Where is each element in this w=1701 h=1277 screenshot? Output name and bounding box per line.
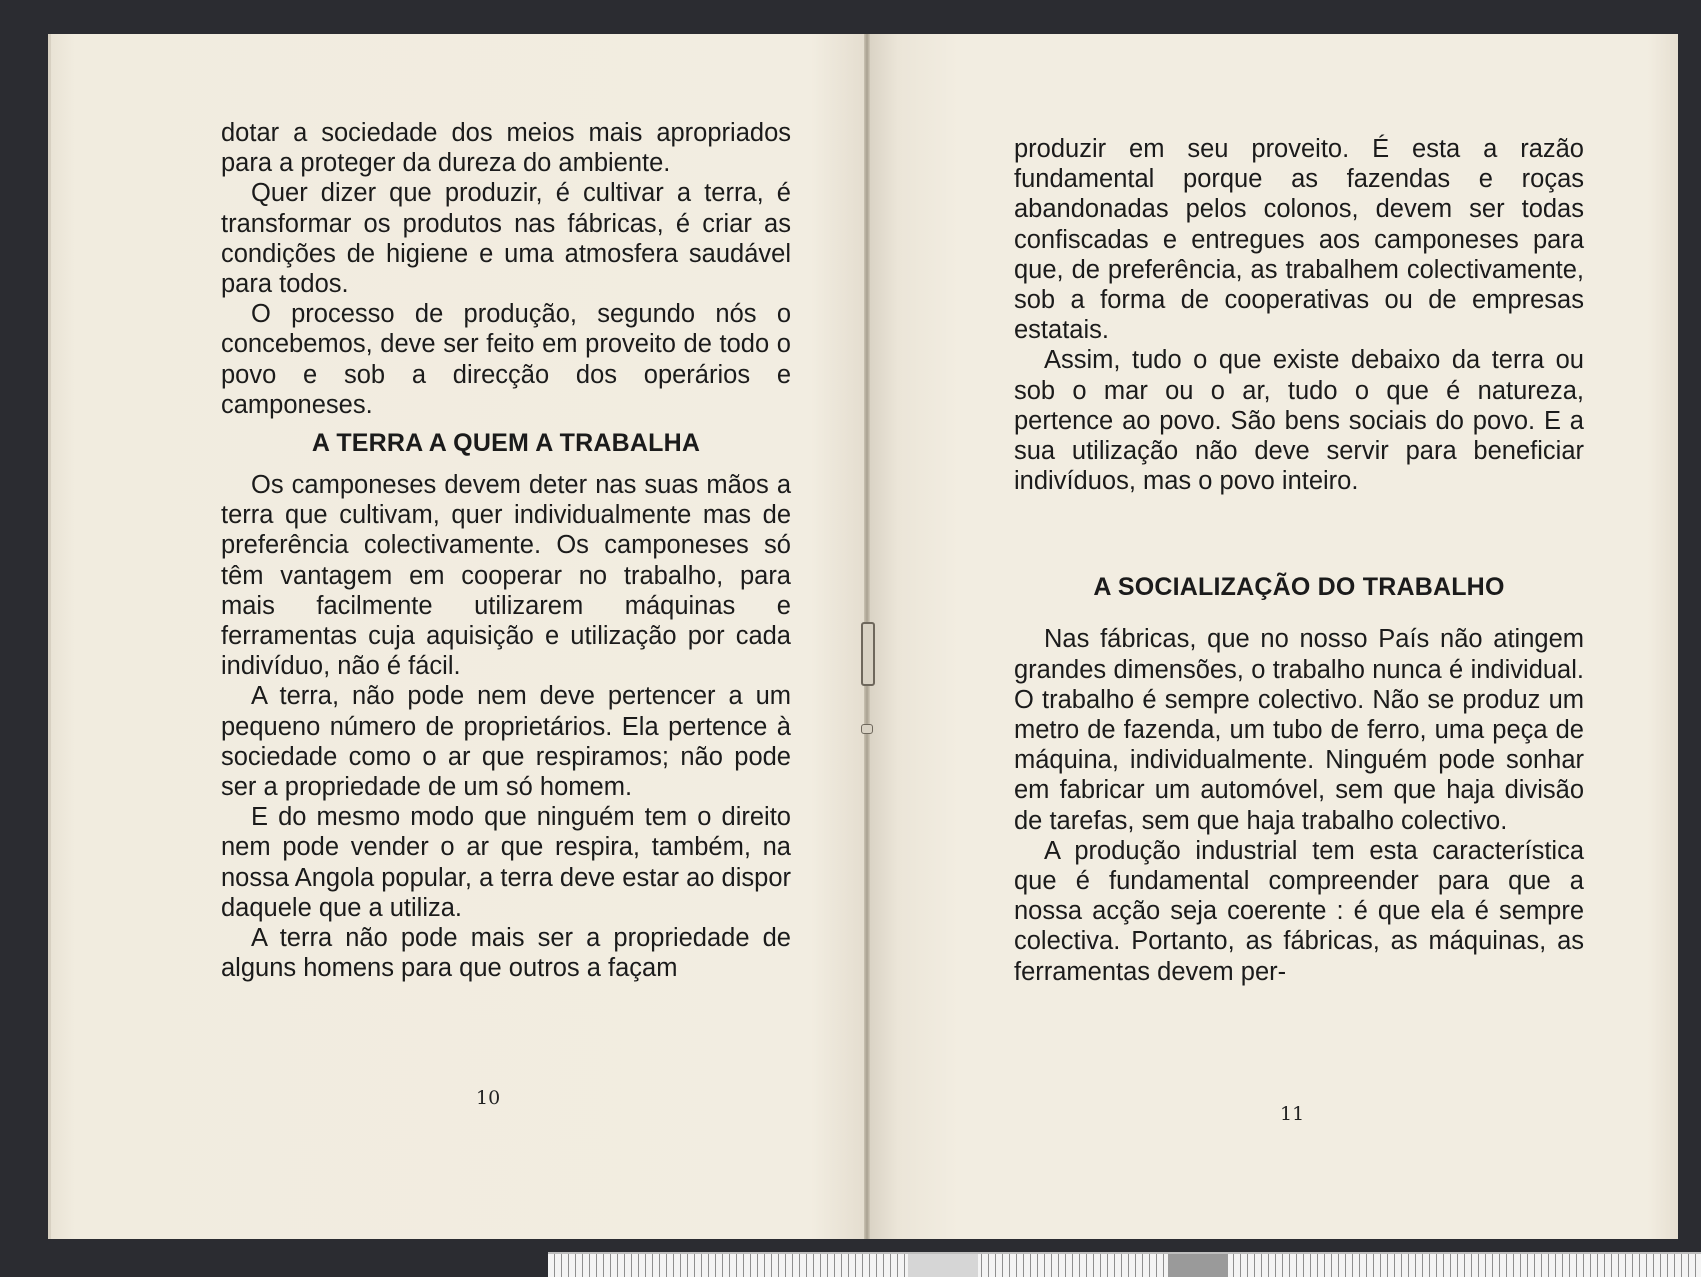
book-spread	[48, 34, 1678, 1239]
scale-ruler	[548, 1252, 1701, 1277]
right-page	[868, 34, 1678, 1239]
left-paragraph-3: O processo de produção, segundo nós o concebemos, deve ser feito em proveito de todo o povo e sob a direcção dos operários e camponeses.	[221, 300, 791, 419]
left-page	[48, 34, 868, 1239]
right-section-heading: A SOCIALIZAÇÃO DO TRABALHO	[1093, 573, 1505, 602]
left-paragraph-5: A terra, não pode nem deve pertencer a um pequeno número de proprietários. Ela pertence à sociedade como o ar que respiramos; não pode ser a propriedade de um só homem.	[221, 682, 791, 802]
right-page-number: 11	[1280, 1103, 1305, 1125]
left-page-text	[221, 118, 791, 983]
ruler-shade	[1168, 1254, 1228, 1277]
left-paragraph-4: Os camponeses devem deter nas suas mãos a terra que cultivam, quer individualmente mas de preferência colectivamente. Os camponeses só têm vantagem em cooperar no trabalho, para mais facilmente utilizarem máquinas e ferramentas cuja aquisição e utilização por cada indivíduo, não é fácil.	[221, 471, 791, 681]
staple-bottom	[861, 724, 873, 734]
left-paragraph-6: E do mesmo modo que ninguém tem o direito nem pode vender o ar que respira, também, na nossa Angola popular, a terra deve estar ao dispor daquele que a utiliza.	[221, 803, 791, 922]
right-paragraph-3: Nas fábricas, que no nosso País não atingem grandes dimensões, o trabalho nunca é individual. O trabalho é sempre colectivo. Não se produz um metro de fazenda, um tubo de ferro, uma peça de máquina, individualmente. Ninguém pode sonhar em fabricar um automóvel, sem que haja divisão de tarefas, sem que haja trabalho colectivo.	[1014, 625, 1584, 835]
left-page-number: 10	[476, 1087, 501, 1109]
right-paragraph-4: A produção industrial tem esta característica que é fundamental compreender para que a nossa acção seja coerente : é que ela é sempre colectiva. Portanto, as fábricas, as máquinas, as ferramentas devem per-	[1014, 836, 1584, 986]
left-paragraph-2: Quer dizer que produzir, é cultivar a terra, é transformar os produtos nas fábricas, é criar as condições de higiene e uma atmosfera saudável para todos.	[221, 179, 791, 299]
left-paragraph-1: dotar a sociedade dos meios mais apropriados para a proteger da dureza do ambiente.	[221, 119, 791, 178]
right-page-text	[1014, 134, 1584, 987]
left-section-heading: A TERRA A QUEM A TRABALHA	[311, 429, 701, 458]
right-paragraph-1: produzir em seu proveito. É esta a razão fundamental porque as fazendas e roças abandonadas pelos colonos, devem ser todas confiscadas e entregues aos camponeses para que, de preferência, as trabalhem colectivamente, sob a forma de cooperativas ou de empresas estatais.	[1014, 135, 1584, 345]
left-paragraph-7: A terra não pode mais ser a propriedade de alguns homens para que outros a façam	[221, 924, 791, 983]
ruler-highlight	[908, 1254, 978, 1277]
right-paragraph-2: Assim, tudo o que existe debaixo da terra ou sob o mar ou o ar, tudo o que é natureza, pertence ao povo. São bens sociais do povo. E a sua utilização não deve servir para beneficiar indivíduos, mas o povo inteiro.	[1014, 346, 1584, 496]
staple-top	[861, 622, 875, 686]
